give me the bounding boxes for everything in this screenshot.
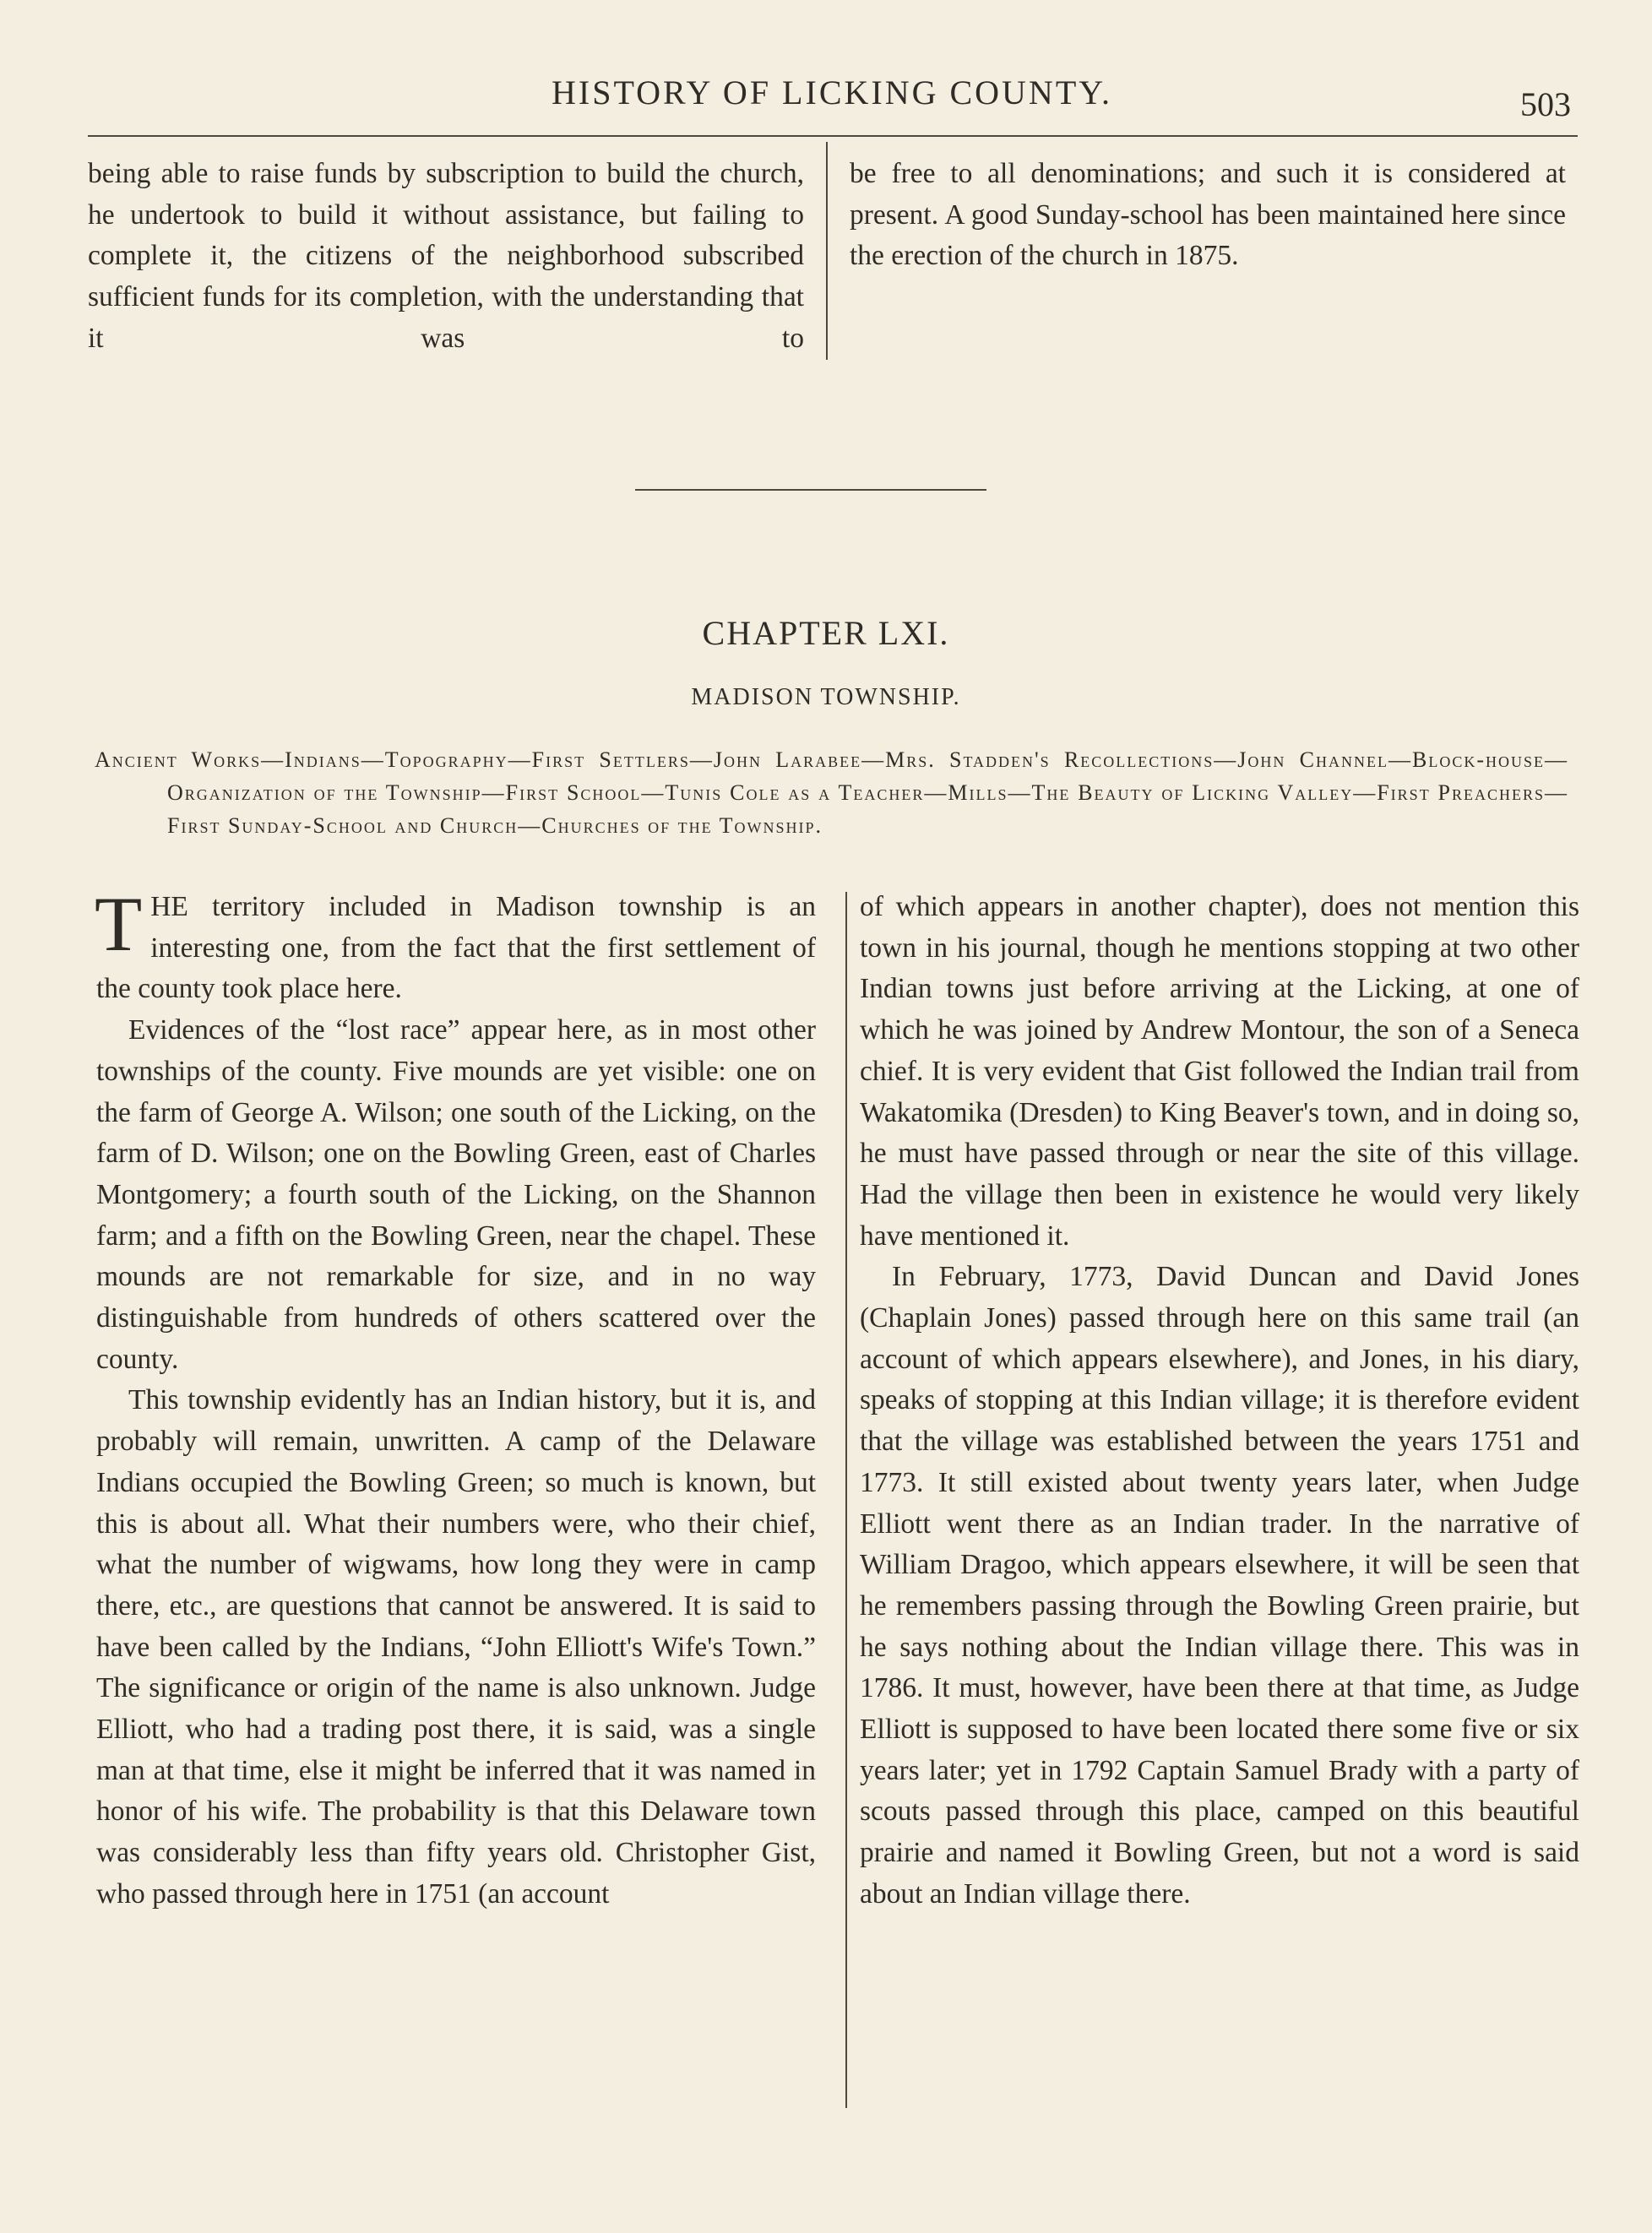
page-number: 503 xyxy=(1520,85,1571,123)
paragraph-2: Evidences of the “lost race” appear here, as in most other townships of the county. Five mounds are yet visible: one on the farm of George A. Wilson; one south of the Licking, on the farm of D. Wilson; one on the Bowling Green, east of Charles Montgomery; a fourth south of the Licking, on the Shannon farm; and a fifth on the Bowling Green, near the chapel. These mounds are not remarkable for size, and in no way distinguishable from hundreds of others scattered over the county. xyxy=(96,1014,816,1375)
column-divider-top xyxy=(826,142,828,360)
header-rule xyxy=(88,135,1578,137)
continuation-left-text: being able to raise funds by subscription to build the church, he undertook to build it without assistance, but failing to complete it, the citizens of the neighborhood subscribed sufficient funds for its completion, with the understanding that it was to xyxy=(88,158,804,354)
section-divider-rule xyxy=(635,489,986,491)
paragraph-1 xyxy=(95,881,816,1010)
continuation-left-column xyxy=(88,154,804,367)
chapter-title: CHAPTER LXI. xyxy=(702,614,950,652)
paragraph-3: This township evidently has an Indian history, but it is, and probably will remain, unwritten. A camp of the Delaware Indians occupied the Bowling Green; so much is known, but this is about all. What their numbers were, who their chief, what the number of wigwams, how long they were in camp there, etc., are questions that cannot be answered. It is said to have been called by the Indians, “John Elliott's Wife's Town.” The significance or origin of the name is also unknown. Judge Elliott, who had a trading post there, it is said, was a single man at that time, else it might be inferred that it was named in honor of his wife. The probability is that this Delaware town was considerably less than fifty years old. Christopher Gist, who passed through here in 1751 (an account xyxy=(96,1384,816,1910)
paragraph-5: In February, 1773, David Duncan and David Jones (Chaplain Jones) passed through here on this same trail (an account of which appears elsewhere), and Jones, in his diary, speaks of stopping at this Indian village; it is therefore evident that the village was established between the years 1751 and 1773. It still existed about twenty years later, when Judge Elliott went there as an Indian trader. In the narrative of William Dragoo, which appears elsewhere, it will be seen that he remembers passing through the Bowling Green prairie, but he says nothing about the Indian village there. This was in 1786. It must, however, have been there at that time, as Judge Elliott is supposed to have been located there some five or six years later; yet in 1792 Captain Samuel Brady with a party of scouts passed through this place, camped on this beautiful prairie and named it Bowling Green, but not a word is said about an Indian village there. xyxy=(860,1261,1579,1910)
body-right-column xyxy=(860,887,1579,1915)
body-left-column xyxy=(95,881,816,1915)
column-divider-body xyxy=(845,892,847,2108)
continuation-right-column xyxy=(850,154,1566,277)
chapter-synopsis xyxy=(95,743,1568,842)
chapter-synopsis-text: Ancient Works—Indians—Topography—First Settlers—John Larabee—Mrs. Stadden's Recollections—John Channel—Block-house—Organization of the Township—First School—Tunis Cole as a Teacher—Mills—The Beauty of Licking Valley—First Preachers—First Sunday-School and Church—Churches of the Township. xyxy=(95,747,1568,838)
drop-cap: T xyxy=(95,881,143,967)
continuation-right-text: be free to all denominations; and such it is considered at present. A good Sunday-school has been maintained here since the erection of the church in 1875. xyxy=(850,158,1566,272)
paragraph-1-text: HE territory included in Madison township is an interesting one, from the fact that the first settlement of the county took place here. xyxy=(96,891,816,1005)
paragraph-4: of which appears in another chapter), does not mention this town in his journal, though he mentions stopping at two other Indian towns just before arriving at the Licking, at one of which he was joined by Andrew Montour, the son of a Seneca chief. It is very evident that Gist followed the Indian trail from Wakatomika (Dresden) to King Beaver's town, and in doing so, he must have passed through or near the site of this village. Had the village then been in existence he would very likely have mentioned it. xyxy=(860,891,1579,1252)
running-title: HISTORY OF LICKING COUNTY. xyxy=(552,73,1112,111)
chapter-subtitle: MADISON TOWNSHIP. xyxy=(691,684,961,710)
